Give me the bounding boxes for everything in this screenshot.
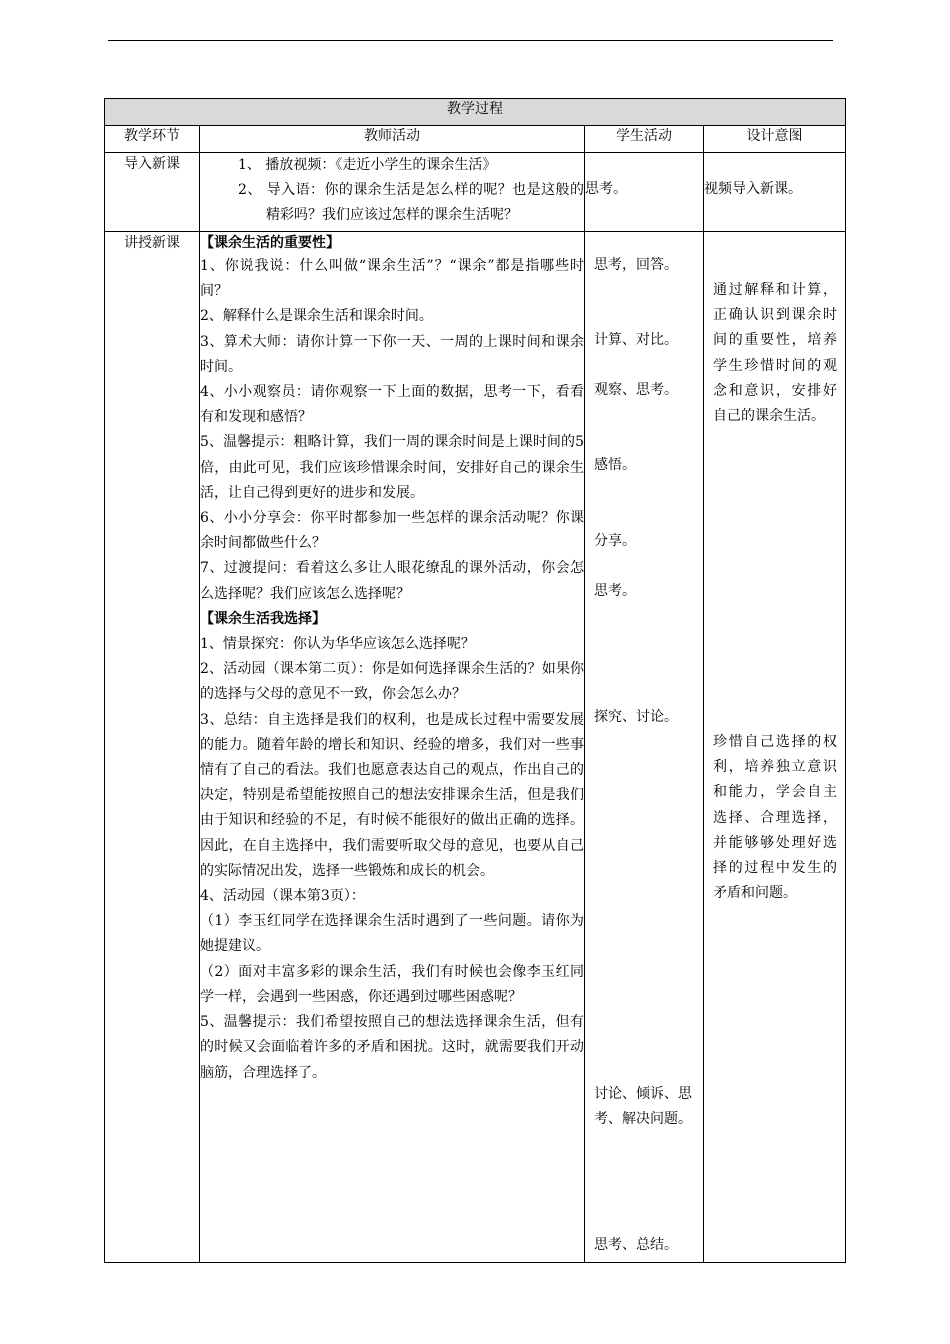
teach-item: 3、算术大师：请你计算一下你一天、一周的上课时间和课余时间。	[200, 333, 584, 375]
intro-item-2: 2、 导入语：你的课余生活是怎么样的呢？也是这般的精彩吗？我们应该过怎样的课余生活呢？	[238, 182, 584, 224]
design-intent-item: 珍惜自己选择的权利，培养独立意识和能力，学会自主选择、合理选择，并能够够处理好选择的过程中发生的矛盾和问题。	[713, 734, 837, 902]
intro-design: 视频导入新课。	[704, 181, 802, 197]
stage-teach: 讲授新课	[105, 232, 200, 1263]
student-activity-item: 思考，回答。	[594, 257, 678, 273]
stage-intro: 导入新课	[105, 153, 200, 232]
teacher-activity-intro	[200, 153, 585, 232]
teach-item: 2、活动园（课本第二页）：你是如何选择课余生活的？如果你的选择与父母的意见不一致，你会怎么办？	[200, 661, 584, 703]
teach-item: 4、活动园（课本第3页）：	[200, 888, 365, 905]
table-row-teach	[105, 232, 846, 1263]
table-title-row	[105, 99, 846, 126]
student-activity-teach	[585, 232, 704, 1263]
student-activity-item: 分享。	[594, 533, 636, 549]
teach-item: 1、情景探究：你认为华华应该怎么选择呢？	[200, 636, 475, 653]
design-intent-item: 通过解释和计算，正确认识到课余时间的重要性，培养学生珍惜时间的观念和意识，安排好自己的课余生活。	[713, 282, 837, 425]
table-header-row	[105, 126, 846, 153]
student-activity-item: 感悟。	[594, 457, 636, 473]
table-title: 教学过程	[105, 99, 846, 126]
section-title-importance: 【课余生活的重要性】	[200, 235, 340, 251]
teach-item: 1、你说我说：什么叫做“课余生活”？“课余”都是指哪些时间？	[200, 258, 584, 300]
header-design: 设计意图	[704, 126, 846, 153]
student-activity-item: 观察、思考。	[594, 382, 678, 398]
intro-student: 思考。	[585, 181, 627, 197]
teach-item: 5、温馨提示：粗略计算，我们一周的课余时间是上课时间的5倍，由此可见，我们应该珍惜课余时间，安排好自己的课余生活，让自己得到更好的进步和发展。	[200, 434, 584, 501]
teach-item: （1）李玉红同学在选择课余生活时遇到了一些问题。请你为她提建议。	[200, 913, 584, 955]
student-activity-item: 讨论、倾诉、思考、解决问题。	[594, 1086, 692, 1128]
intro-item-1: 1、 播放视频：《走近小学生的课余生活》	[238, 157, 497, 173]
header-teacher: 教师活动	[200, 126, 585, 153]
teacher-activity-teach	[200, 232, 585, 1263]
header-rule	[108, 40, 833, 41]
student-activity-item: 思考、总结。	[594, 1237, 678, 1253]
section-title-choice: 【课余生活我选择】	[200, 610, 326, 627]
teach-item: 5、温馨提示：我们希望按照自己的想法选择课余生活，但有的时候又会面临着许多的矛盾和困扰。这时，就需要我们开动脑筋，合理选择了。	[200, 1014, 584, 1081]
student-activity-intro	[585, 153, 704, 232]
teach-item: 7、过渡提问：看着这么多让人眼花缭乱的课外活动，你会怎么选择呢？我们应该怎么选择呢？	[200, 560, 584, 602]
teach-item: （2）面对丰富多彩的课余生活，我们有时候也会像李玉红同学一样，会遇到一些困惑，你还遇到过哪些困惑呢？	[200, 963, 584, 1005]
design-intent-intro	[704, 153, 846, 232]
header-stage: 教学环节	[105, 126, 200, 153]
student-activity-item: 计算、对比。	[594, 332, 678, 348]
teach-item: 4、小小观察员：请你观察一下上面的数据，思考一下，看看有和发现和感悟？	[200, 384, 584, 426]
teach-item: 3、总结：自主选择是我们的权利，也是成长过程中需要发展的能力。随着年龄的增长和知识、经验的增多，我们对一些事情有了自己的看法。我们也愿意表达自己的观点，作出自己的决定，特别是希望能按照自己的想法安排课余生活，但是我们由于知识和经验的不足，有时候不能很好的做出正确的选择。因此，在自主选择中，我们需要听取父母的意见，也要从自己的实际情况出发，选择一些锻炼和成长的机会。	[200, 711, 584, 879]
header-student: 学生活动	[585, 126, 704, 153]
design-intent-teach	[704, 232, 846, 1263]
teach-item: 6、小小分享会：你平时都参加一些怎样的课余活动呢？你课余时间都做些什么？	[200, 510, 584, 552]
student-activity-item: 探究、讨论。	[594, 709, 678, 725]
teach-item: 2、解释什么是课余生活和课余时间。	[200, 308, 433, 325]
teaching-process-table	[104, 98, 846, 1263]
student-activity-item: 思考。	[594, 583, 636, 599]
table-row-intro	[105, 153, 846, 232]
